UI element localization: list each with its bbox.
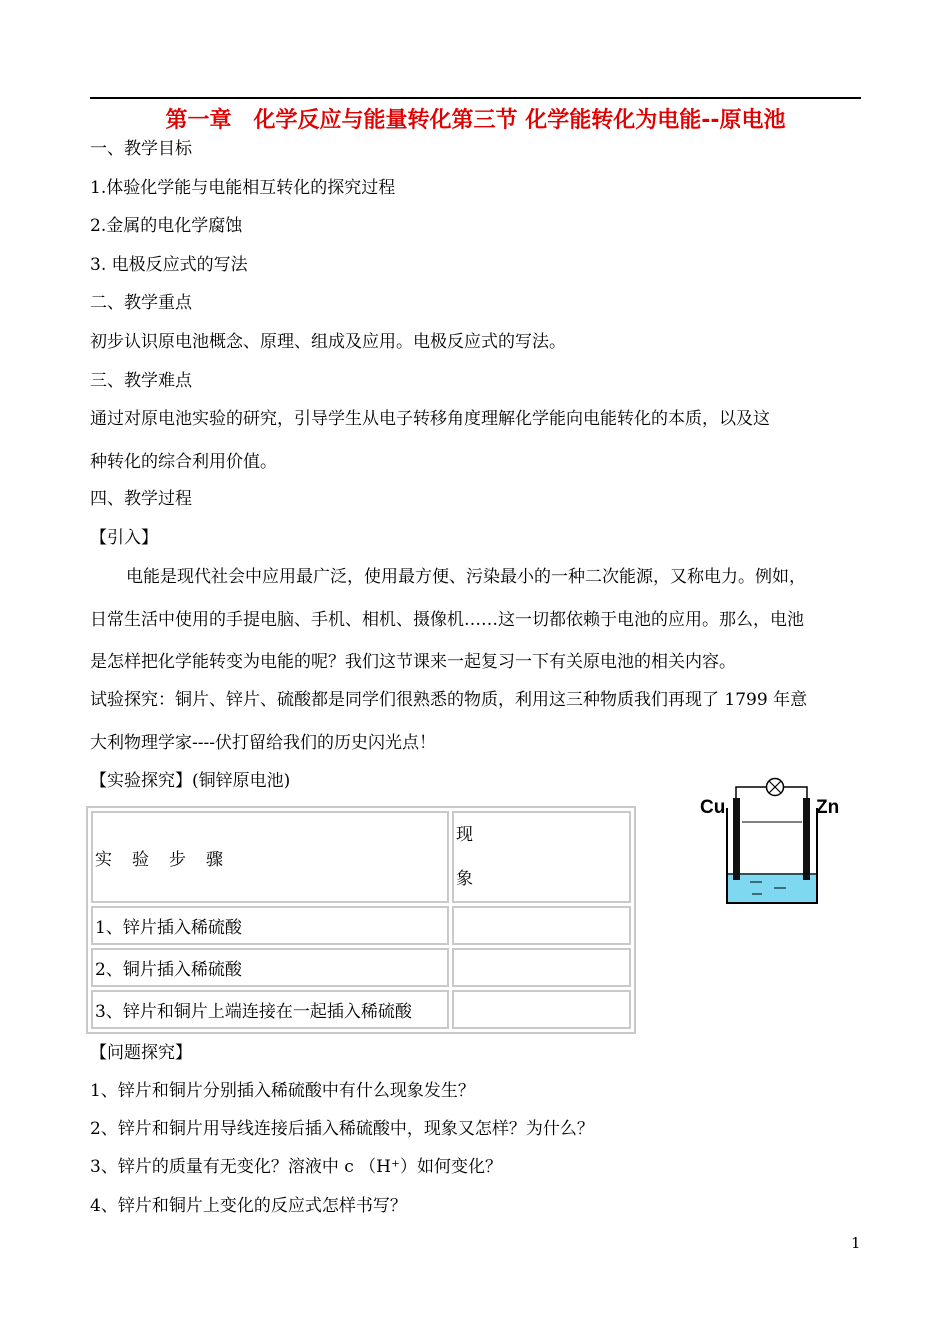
table-row [91, 906, 631, 945]
observation-cell[interactable] [452, 906, 631, 945]
objective-2: 2.金属的电化学腐蚀 [90, 216, 243, 236]
question-4: 4、锌片和铜片上变化的反应式怎样书写？ [90, 1196, 407, 1216]
zinc-electrode [803, 798, 810, 880]
key-points-heading: 二、教学重点 [90, 293, 192, 313]
observation-cell[interactable] [452, 990, 631, 1029]
question-2: 2、锌片和铜片用导线连接后插入稀硫酸中，现象又怎样？为什么？ [90, 1119, 594, 1139]
step-cell: 1、锌片插入稀硫酸 [91, 906, 449, 945]
intro-paragraph-3: 是怎样把化学能转变为电能的呢？我们这节课来一起复习一下有关原电池的相关内容。 [90, 652, 736, 672]
header-observation-cell [452, 811, 631, 903]
trial-paragraph-1: 试验探究：铜片、锌片、硫酸都是同学们很熟悉的物质，利用这三种物质我们再现了 1799 年意 [90, 690, 808, 710]
objective-1: 1.体验化学能与电能相互转化的探究过程 [90, 178, 396, 198]
intro-paragraph-1: 电能是现代社会中应用最广泛，使用最方便、污染最小的一种二次能源，又称电力。例如， [126, 567, 806, 587]
page-number: 1 [851, 1234, 861, 1252]
difficulties-text-1: 通过对原电池实验的研究，引导学生从电子转移角度理解化学能向电能转化的本质，以及这 [90, 409, 770, 429]
header-rule [90, 97, 861, 99]
header-observation-2: 象 [456, 869, 473, 889]
trial-paragraph-2: 大利物理学家----伏打留给我们的历史闪光点！ [90, 733, 436, 753]
step-cell: 2、铜片插入稀硫酸 [91, 948, 449, 987]
question-3: 3、锌片的质量有无变化？溶液中 c （H⁺）如何变化？ [90, 1157, 502, 1177]
cu-zn-cell-diagram [690, 770, 860, 915]
question-1: 1、锌片和铜片分别插入稀硫酸中有什么现象发生？ [90, 1081, 475, 1101]
step-cell: 3、锌片和铜片上端连接在一起插入稀硫酸 [91, 990, 449, 1029]
observation-cell[interactable] [452, 948, 631, 987]
intro-heading: 【引入】 [90, 528, 158, 548]
difficulties-heading: 三、教学难点 [90, 371, 192, 391]
question-heading: 【问题探究】 [90, 1043, 192, 1063]
table-row [91, 948, 631, 987]
header-step: 实验步骤 [95, 849, 243, 870]
copper-electrode [733, 798, 740, 880]
table-row [91, 990, 631, 1029]
header-observation-1: 现 [456, 825, 473, 845]
experiment-heading: 【实验探究】(铜锌原电池) [90, 771, 291, 791]
page-title: 第一章 化学反应与能量转化第三节 化学能转化为电能--原电池 [165, 108, 786, 133]
objective-3: 3. 电极反应式的写法 [90, 255, 248, 275]
cu-label: Cu [700, 797, 726, 818]
header-step-cell [91, 811, 449, 903]
intro-paragraph-2: 日常生活中使用的手提电脑、手机、相机、摄像机……这一切都依赖于电池的应用。那么，电池 [90, 610, 804, 630]
difficulties-text-2: 种转化的综合利用价值。 [90, 452, 277, 472]
table-header-row [91, 811, 631, 903]
key-points-text: 初步认识原电池概念、原理、组成及应用。电极反应式的写法。 [90, 332, 566, 352]
zn-label: Zn [816, 797, 840, 818]
experiment-table [86, 806, 636, 1034]
objectives-heading: 一、教学目标 [90, 139, 192, 159]
process-heading: 四、教学过程 [90, 489, 192, 509]
